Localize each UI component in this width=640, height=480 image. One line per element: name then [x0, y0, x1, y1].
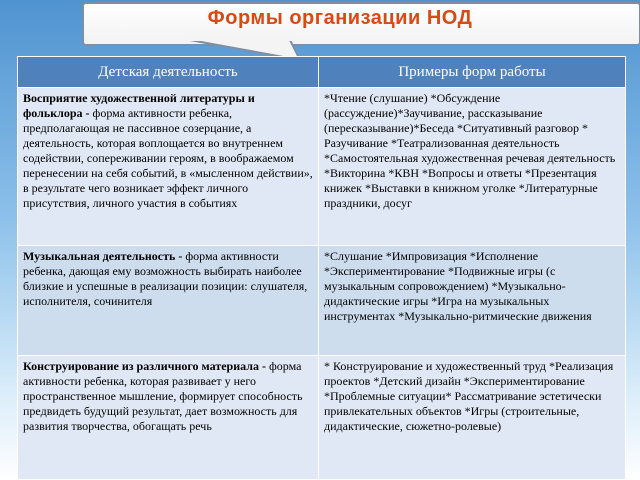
page-title: Формы организации НОД — [207, 7, 473, 29]
activity-term: Восприятие художественной литературы и фольклора - — [23, 91, 255, 120]
column-header-activity: Детская деятельность — [18, 57, 319, 88]
activity-term: Конструирование из различного материала - — [23, 359, 269, 373]
activity-cell — [18, 246, 319, 356]
activity-description: форма активности ребенка, которая развивает у него пространственное мышление, формирует способность предвидеть будущий результат, дает возможность для развития творчества, обогащать речь — [23, 359, 303, 433]
activity-cell — [18, 88, 319, 246]
forms-table — [17, 56, 626, 480]
table-header-row — [18, 57, 626, 88]
table-row — [18, 356, 626, 480]
table-row — [18, 246, 626, 356]
activity-cell — [18, 356, 319, 480]
column-header-examples: Примеры форм работы — [319, 57, 626, 88]
table-row — [18, 88, 626, 246]
activity-description: форма активности ребенка, предполагающая не пассивное созерцание, а деятельность, которая воплощается во внутреннем содействии, сопереживании героям, в воображаемом перенесении на себя событий, в «мысленном действии», в результате чего возникает эффект личного присутствия, личного участия в событиях — [23, 106, 313, 210]
examples-cell: *Слушание *Импровизация *Исполнение *Экспериментирование *Подвижные игры (с музыкальным сопровождением) *Музыкально-дидактические игры *Игра на музыкальных инструментах *Музыкально-ритмические движения — [319, 246, 626, 356]
activity-term: Музыкальная деятельность - — [23, 249, 186, 263]
activity-description: форма активности ребенка, дающая ему возможность выбирать наиболее близкие и успешные в реализации позиции: слушателя, исполнителя, сочинителя — [23, 249, 308, 308]
examples-cell: *Чтение (слушание) *Обсуждение (рассуждение)*Заучивание, рассказывание (пересказывание)*Беседа *Ситуативный разговор * Разучивание *Театрализованная деятельность *Самостоятельная художественная речевая деятельность *Викторина *КВН *Вопросы и ответы *Презентация книжек *Выставки в книжном уголке *Литературные праздники, досуг — [319, 88, 626, 246]
examples-cell: * Конструирование и художественный труд *Реализация проектов *Детский дизайн *Экспериментирование *Проблемные ситуации* Рассматривание эстетически привлекательных объектов *Игры (строительные, дидактические, сюжетно-ролевые) — [319, 356, 626, 480]
